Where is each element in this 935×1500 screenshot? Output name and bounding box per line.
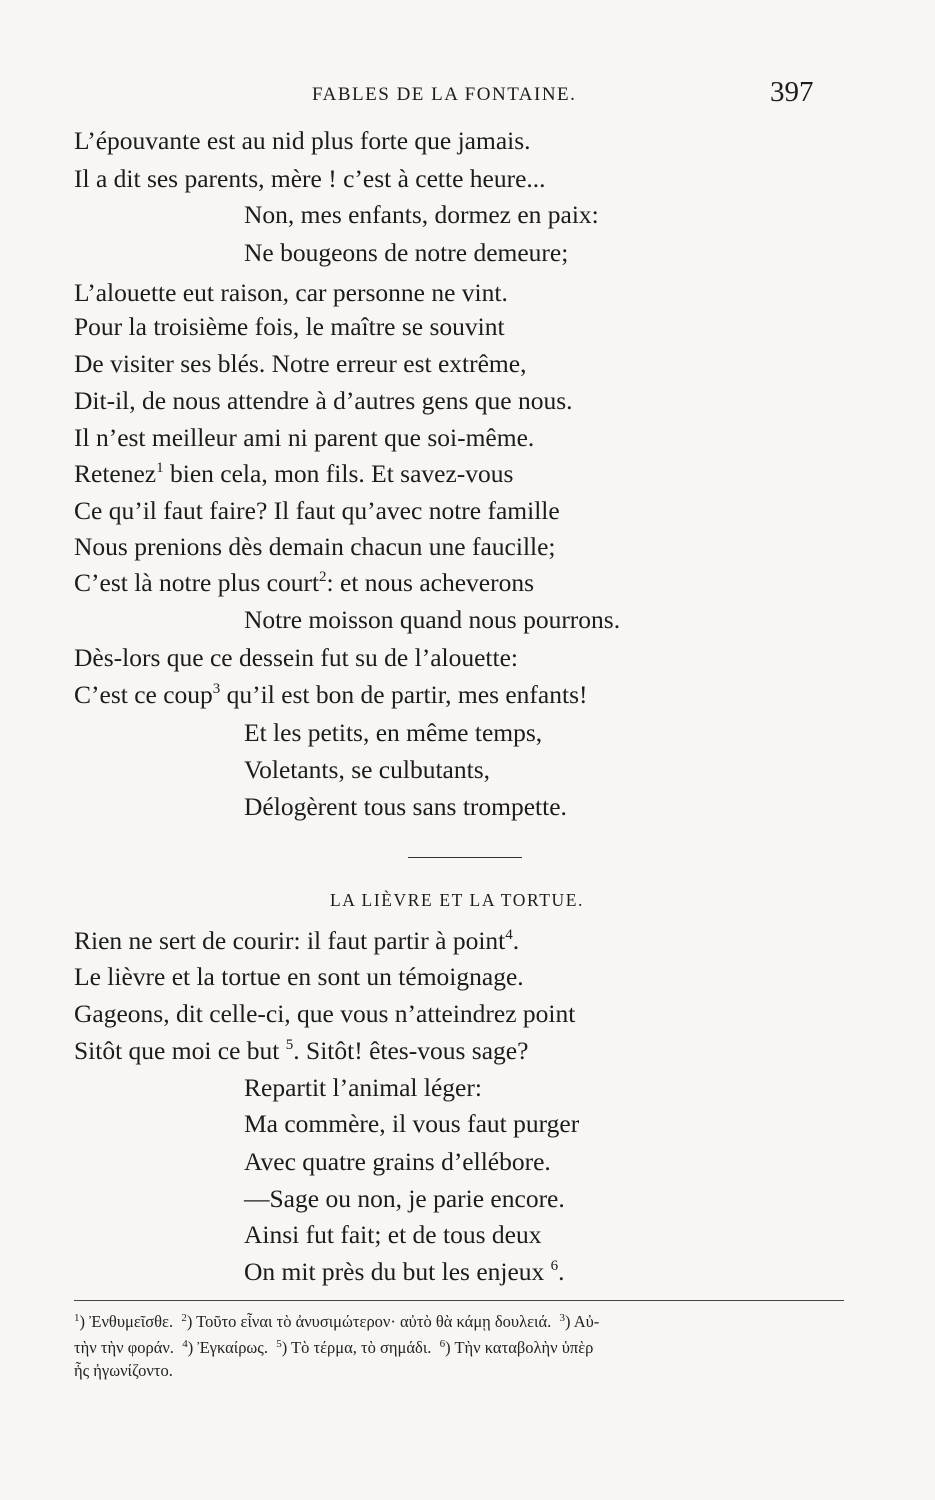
verse-text: Rien ne sert de courir: il faut partir à point (74, 926, 506, 955)
verse-line: Avec quatre grains d’ellébore. (244, 1147, 551, 1176)
footnote-text: Τὴν καταβολὴν ὑπὲρ (454, 1338, 594, 1357)
verse-word: Retenez (74, 459, 157, 488)
verse-line (74, 568, 534, 598)
verse-text: C’est ce coup (74, 680, 213, 709)
verse-line (74, 1036, 528, 1066)
verse-line: L’épouvante est au nid plus forte que jamais. (74, 126, 531, 155)
verse-line: Ma commère, il vous faut purger (244, 1109, 580, 1138)
punctuation: : (326, 568, 334, 597)
verse-line: Pour la troisième fois, le maître se souvint (74, 312, 505, 341)
footnote-number: 5 (276, 1338, 282, 1350)
footnote-marker: 4 (505, 927, 513, 943)
footnote-text: Αὐ- (573, 1312, 600, 1331)
verse-line: Il n’est meilleur ami ni parent que soi-même. (74, 423, 535, 452)
verse-text: Sitôt que moi ce but (74, 1036, 280, 1065)
footnote-marker: 5 (285, 1037, 294, 1053)
verse-line (74, 926, 519, 956)
verse-line: Délogèrent tous sans trompette. (244, 792, 567, 821)
verse-line: Repartit l’animal léger: (244, 1073, 482, 1102)
verse-line: Et les petits, en même temps, (244, 718, 543, 747)
footnote-number: 2 (181, 1312, 187, 1324)
footnote-divider (74, 1300, 844, 1301)
footnote-marker: 2 (319, 569, 327, 585)
verse-line: Nous prenions dès demain chacun une faucille; (74, 532, 556, 561)
footnotes (74, 1307, 844, 1382)
verse-line: —Sage ou non, je parie encore. (244, 1184, 565, 1213)
verse-line: Ce qu’il faut faire? Il faut qu’avec notre famille (74, 496, 560, 525)
footnote-number: 4 (182, 1338, 188, 1350)
footnote-line: τὴν τὴν φοράν. $^4$) Ἐγκαίρως. $^5$) Τὸ τέρμα, τὸ σημάδι. $^6$) Τὴν καταβολὴν ὑπὲρ (74, 1338, 594, 1357)
verse-line: Le lièvre et la tortue en sont un témoignage. (74, 962, 524, 991)
verse-text: On mit près du but les enjeux (244, 1257, 545, 1286)
footnote-number: 3 (559, 1312, 565, 1324)
verse-line: Dit-il, de nous attendre à d’autres gens que nous. (74, 386, 573, 415)
footnote-line: $^1$) Ἐνθυμεῖσθε. $^2$) Τοῦτο εἶναι τὸ ἀνυσιμώτερον· αὐτὸ θὰ κάμῃ δουλειά. $^3$) Αὐ- (74, 1312, 600, 1331)
verse-line: Ne bougeons de notre demeure; (244, 238, 569, 267)
running-title: FABLES DE LA FONTAINE. (312, 84, 577, 105)
verse-text: C’est là notre plus court (74, 568, 320, 597)
verse-line: Ainsi fut fait; et de tous deux (244, 1220, 542, 1249)
footnote-text: ἧς ἠγωνίζοντο. (74, 1361, 173, 1380)
page-number: 397 (770, 76, 814, 108)
footnote-number: 1 (74, 1312, 80, 1324)
footnote-marker: 3 (212, 681, 221, 697)
footnote-marker: 6 (550, 1258, 559, 1274)
verse-line: Notre moisson quand nous pourrons. (244, 605, 621, 634)
verse-text: et nous acheverons (340, 568, 535, 597)
verse-line (74, 680, 588, 710)
footnote-line (74, 1359, 844, 1382)
verse-line: Non, mes enfants, dormez en paix: (244, 200, 599, 229)
punctuation: . (558, 1257, 565, 1286)
footnote-marker: 1 (156, 460, 164, 476)
section-divider (408, 857, 522, 858)
verse-line: De visiter ses blés. Notre erreur est extrême, (74, 349, 527, 378)
verse-line: Il a dit ses parents, mère ! c’est à cette heure... (74, 164, 546, 193)
verse-line: Voletants, se culbutants, (244, 755, 490, 784)
footnote-text: τὴν τὴν φοράν. (74, 1338, 174, 1357)
fable-title: LA LIÈVRE ET LA TORTUE. (330, 890, 585, 910)
footnote-text: Τὸ τέρμα, τὸ σημάδι. (291, 1338, 432, 1357)
verse-text: qu’il est bon de partir, mes enfants! (226, 680, 588, 709)
punctuation: . (512, 926, 520, 955)
verse-line: Dès-lors que ce dessein fut su de l’alouette: (74, 643, 518, 672)
verse-line: Gageons, dit celle-ci, que vous n’atteindrez point (74, 999, 576, 1028)
verse-text: bien cela, mon fils. Et savez-vous (170, 459, 514, 488)
verse-line (74, 459, 513, 489)
footnote-number: 6 (439, 1338, 446, 1350)
verse-line (244, 1257, 565, 1287)
footnote-text: Τοῦτο εἶναι τὸ ἀνυσιμώτερον· αὐτὸ θὰ κάμῃ δουλειά. (196, 1312, 552, 1331)
verse-text: . Sitôt! êtes-vous sage? (293, 1036, 529, 1065)
verse-line: L’alouette eut raison, car personne ne vint. (74, 278, 508, 307)
footnote-text: Ἐγκαίρως. (197, 1338, 268, 1357)
footnote-text: Ἐνθυμεῖσθε. (89, 1312, 174, 1331)
